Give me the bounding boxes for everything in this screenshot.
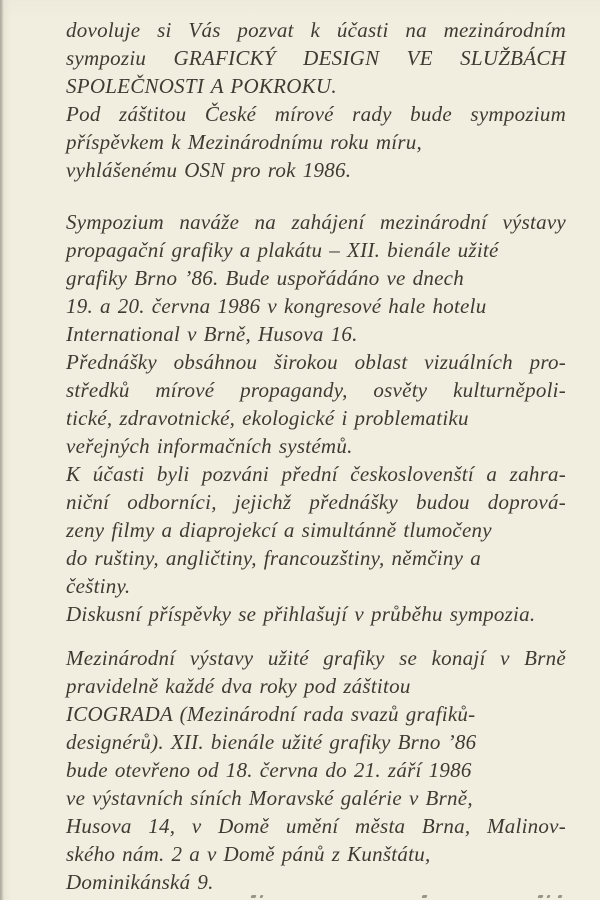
text-line: ského nám. 2 a v Domě pánů z Kunštátu,: [66, 842, 431, 866]
text-line: Přednášky obsáhnou širokou oblast vizuálních pro-: [66, 350, 566, 374]
text-line: češtiny.: [66, 574, 131, 598]
text-line: Mezinárodní výstavy užité grafiky se konají v Brně: [66, 646, 566, 670]
clipped-glyph-mark: [558, 895, 563, 898]
text-line: niční odborníci, jejichž přednášky budou doprová-: [66, 490, 566, 514]
text-line: SPOLEČNOSTI A POKROKU.: [66, 74, 337, 98]
text-line: Pod záštitou České mírové rady bude sympozium: [66, 102, 566, 126]
text-line: propagační grafiky a plakátu – XII. bienále užité: [66, 238, 499, 262]
text-line: Husova 14, v Domě umění města Brna, Malinov-: [66, 814, 566, 838]
text-line: dovoluje si Vás pozvat k účasti na mezinárodním: [66, 18, 566, 42]
text-line: sympoziu GRAFICKÝ DESIGN VE SLUŽBÁCH: [66, 46, 566, 70]
text-line: designérů). XII. bienále užité grafiky Brno ’86: [66, 730, 477, 754]
text-line: pravidelně každé dva roky pod záštitou: [66, 674, 411, 698]
clipped-glyph-mark: [538, 895, 544, 898]
text-line: ve výstavních síních Moravské galérie v Brně,: [66, 786, 473, 810]
text-line: International v Brně, Husova 16.: [66, 322, 358, 346]
clipped-glyph-mark: [251, 895, 257, 898]
text-line: příspěvkem k Mezinárodnímu roku míru,: [66, 130, 423, 154]
text-line: Dominikánská 9.: [66, 870, 214, 894]
text-line: veřejných informačních systémů.: [66, 434, 353, 458]
clipped-glyph-mark: [422, 895, 428, 898]
clipped-bottom-line: [66, 895, 566, 900]
text-line: zeny filmy a diaprojekcí a simultánně tlumočeny: [66, 518, 492, 542]
text-line: vyhlášenému OSN pro rok 1986.: [66, 158, 352, 182]
paragraph: [66, 16, 566, 184]
text-line: středků mírové propagandy, osvěty kulturněpoli-: [66, 378, 566, 402]
text-line: Diskusní příspěvky se přihlašují v průběhu sympozia.: [66, 602, 536, 626]
document-text: [66, 16, 566, 896]
text-line: tické, zdravotnické, ekologické i problematiku: [66, 406, 469, 430]
text-line: grafiky Brno ’86. Bude uspořádáno ve dnech: [66, 266, 465, 290]
text-line: do ruštiny, angličtiny, francouzštiny, němčiny a: [66, 546, 481, 570]
text-line: bude otevřeno od 18. června do 21. září 1986: [66, 758, 472, 782]
text-line: ICOGRADA (Mezinárodní rada svazů grafiků-: [66, 702, 476, 726]
paragraph: [66, 208, 566, 628]
paragraph: [66, 644, 566, 896]
clipped-glyph-mark: [547, 895, 551, 898]
text-line: 19. a 20. června 1986 v kongresové hale hotelu: [66, 294, 487, 318]
scan-edge-shadow: [0, 0, 12, 900]
clipped-glyph-mark: [260, 895, 264, 898]
text-line: K účasti byli pozváni přední českoslovenští a zahra-: [66, 462, 566, 486]
text-line: Sympozium naváže na zahájení mezinárodní výstavy: [66, 210, 566, 234]
